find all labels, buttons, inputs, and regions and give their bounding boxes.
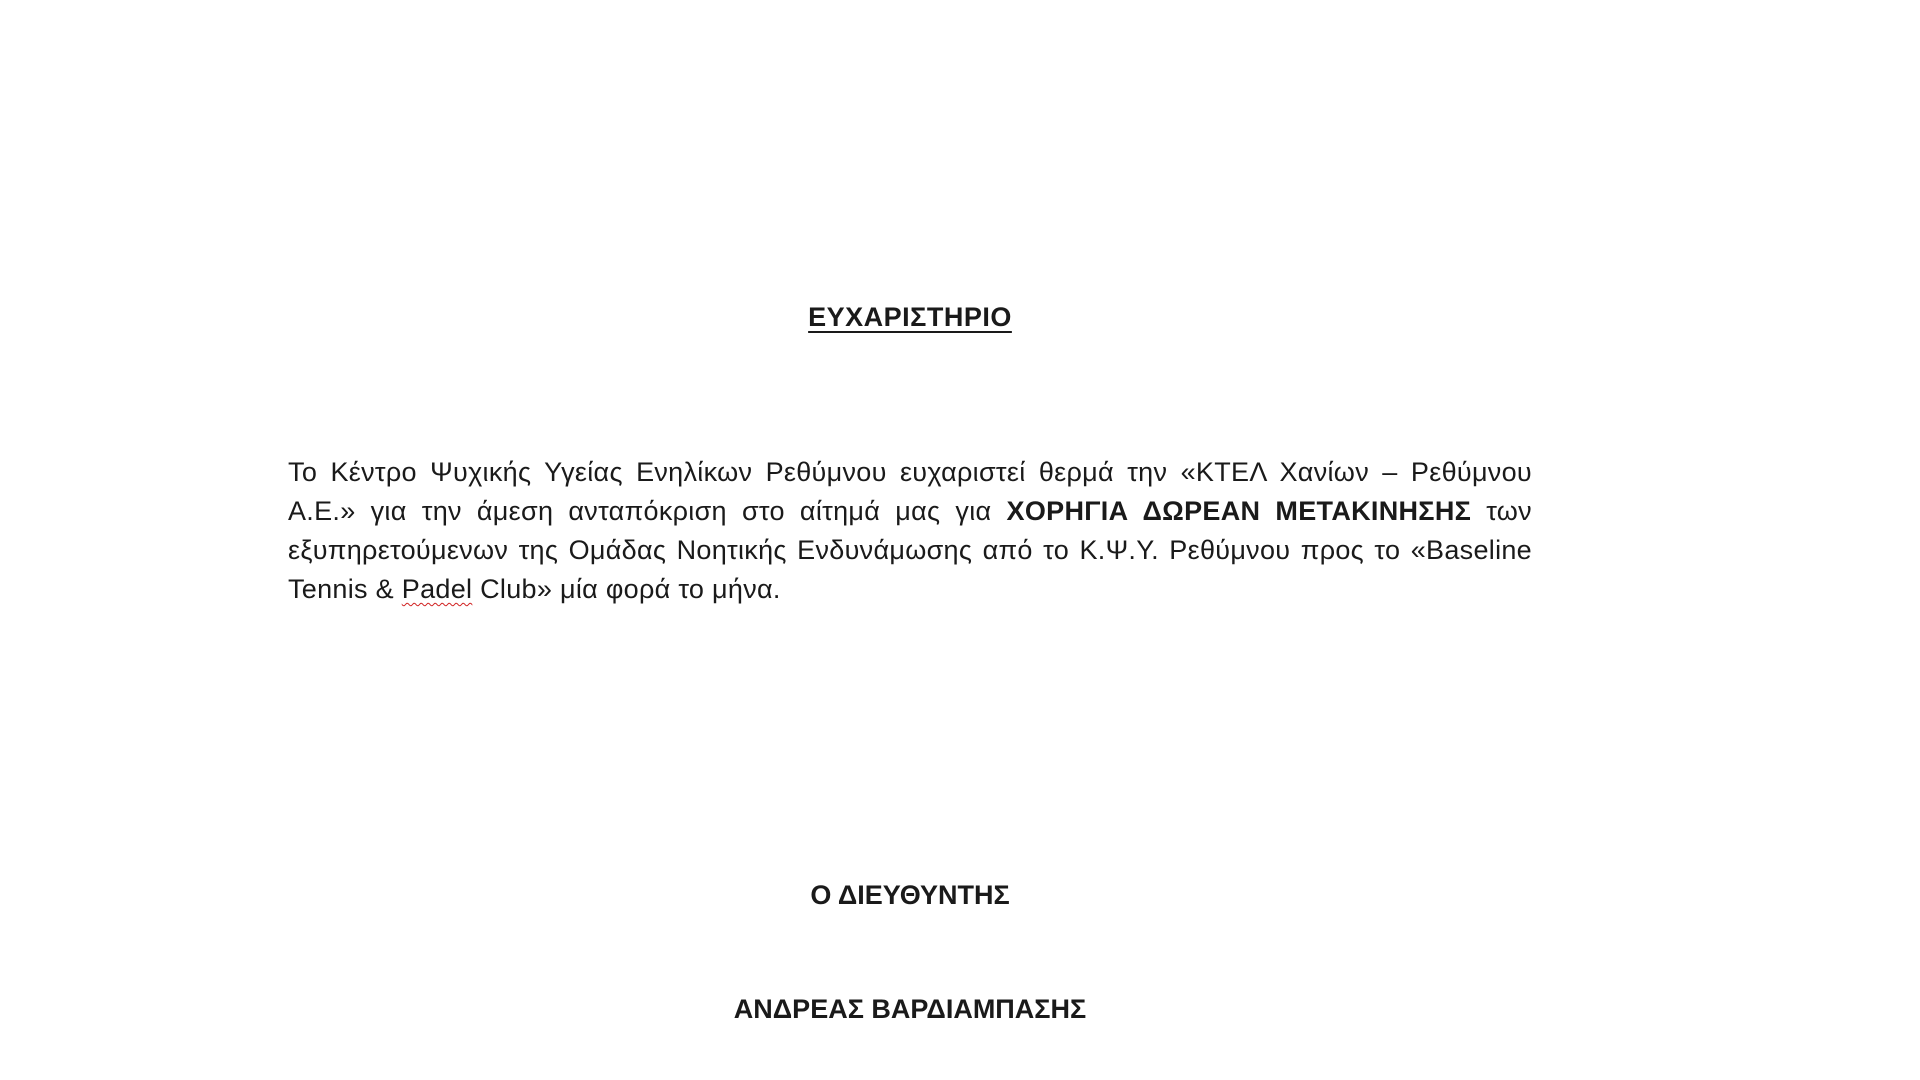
signature-name: ΑΝΔΡΕΑΣ ΒΑΡΔΙΑΜΠΑΣΗΣ bbox=[733, 994, 1087, 1024]
body-paragraph bbox=[288, 453, 1532, 609]
body-text-part-2: των εξυπηρετούμενων της Ομάδας Νοητικής Ενδυνάμωσης από το Κ.Ψ.Υ. Ρεθύμνου προς το «Baseline Tennis & bbox=[288, 496, 1532, 604]
body-text-part-1: Το Κέντρο Ψυχικής Υγείας Ενηλίκων Ρεθύμνου ευχαριστεί θερμά την «ΚΤΕΛ Χανίων – Ρεθύμνου Α.Ε.» για την άμεση ανταπόκριση στο αίτημά μας για bbox=[288, 457, 1532, 526]
spellcheck-flagged-word: Padel bbox=[401, 574, 473, 604]
document-title: ΕΥΧΑΡΙΣΤΗΡΙΟ bbox=[808, 302, 1012, 332]
signature-role: Ο ΔΙΕΥΘΥΝΤΗΣ bbox=[810, 880, 1010, 910]
body-text-part-3: Club» μία φορά το μήνα. bbox=[472, 574, 781, 604]
body-text-bold: ΧΟΡΗΓΙΑ ΔΩΡΕΑΝ ΜΕΤΑΚΙΝΗΣΗΣ bbox=[1006, 496, 1472, 526]
